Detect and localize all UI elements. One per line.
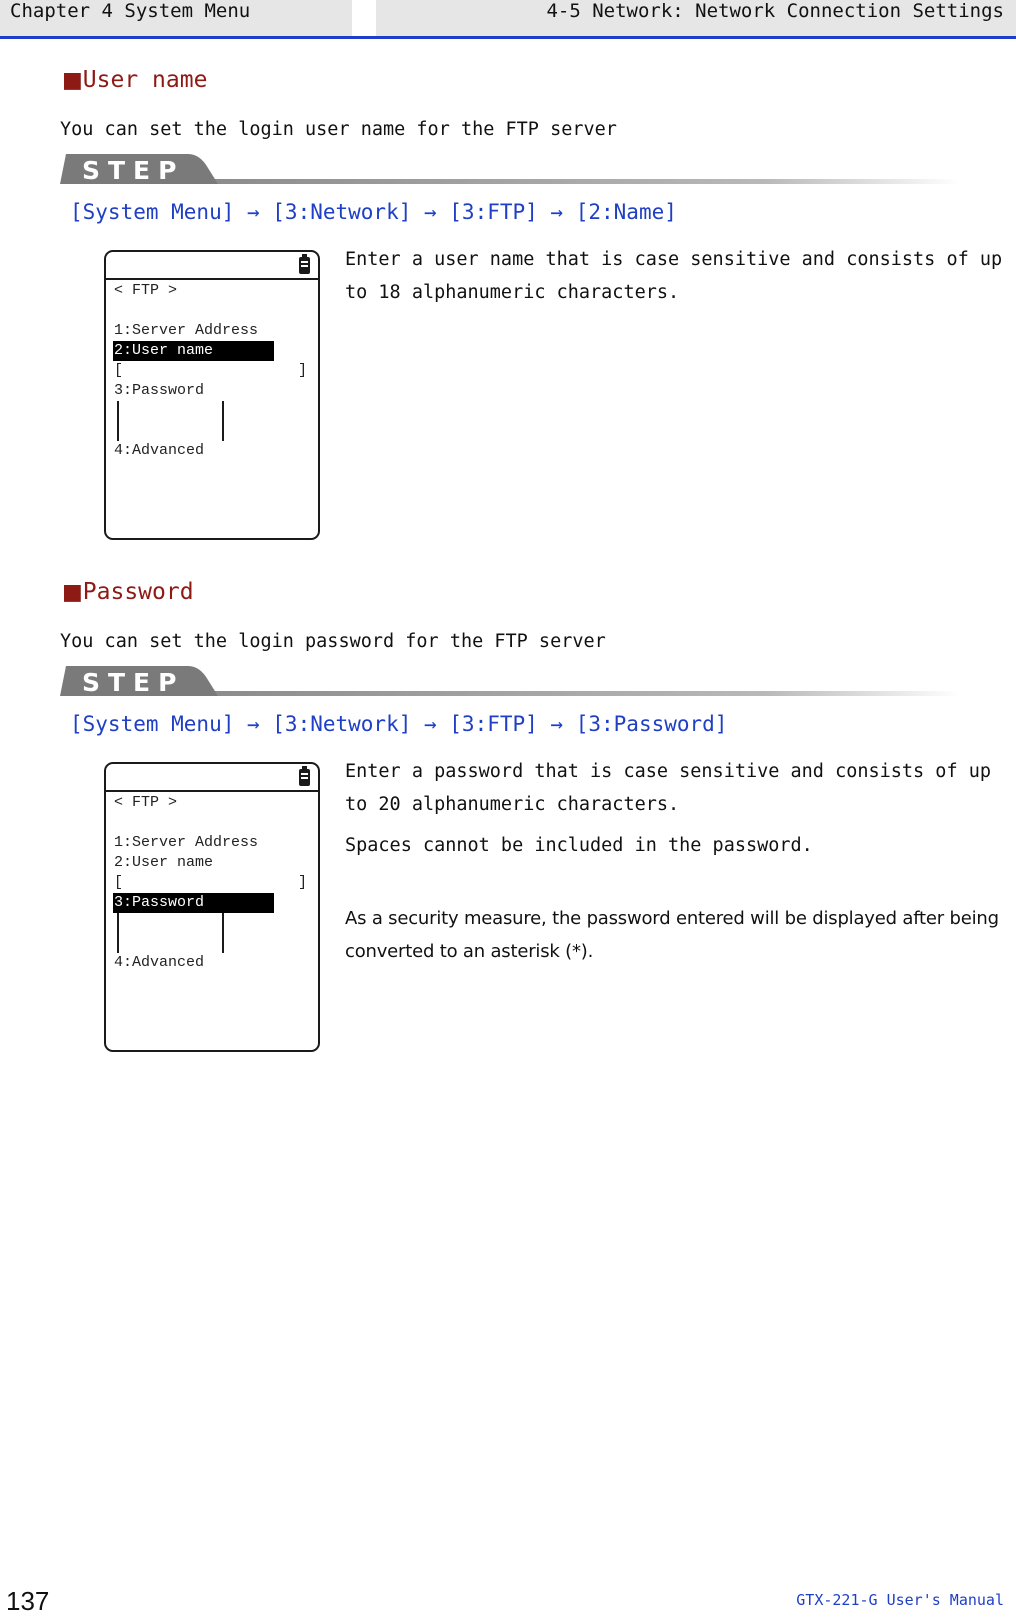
device-screen bbox=[104, 762, 320, 1052]
step-rule bbox=[190, 179, 960, 184]
section-intro: You can set the login password for the FTP server bbox=[60, 631, 606, 652]
section-description bbox=[345, 243, 1005, 309]
description-paragraph: Enter a user name that is case sensitive and consists of up to 18 alphanumeric characters. bbox=[345, 249, 1003, 303]
input-bracket-close: ] bbox=[298, 362, 308, 379]
section-intro: You can set the login user name for the FTP server bbox=[60, 119, 617, 140]
battery-icon bbox=[299, 769, 310, 786]
description-paragraph: Spaces cannot be included in the password. bbox=[345, 835, 813, 856]
step-banner bbox=[60, 666, 960, 698]
chapter-title: Chapter 4 System Menu bbox=[0, 0, 352, 36]
page-number: 137 bbox=[6, 1586, 50, 1616]
square-bullet-icon: ■ bbox=[62, 68, 83, 93]
section-title-header: 4-5 Network: Network Connection Settings bbox=[376, 0, 1016, 36]
menu-item-password: 3:Password bbox=[114, 382, 205, 399]
step-banner bbox=[60, 154, 960, 186]
step-rule bbox=[190, 691, 960, 696]
input-box-right-edge bbox=[222, 913, 224, 953]
input-bracket-close: ] bbox=[298, 874, 308, 891]
manual-title: GTX-221-G User's Manual bbox=[796, 1591, 1004, 1609]
input-box-right-edge bbox=[222, 401, 224, 441]
input-box-left-edge bbox=[117, 913, 119, 953]
step-badge-label: STEP bbox=[82, 156, 185, 185]
screen-title: < FTP > bbox=[114, 282, 178, 299]
menu-item-advanced: 4:Advanced bbox=[114, 442, 205, 459]
step-badge-label: STEP bbox=[82, 668, 185, 697]
battery-icon bbox=[299, 257, 310, 274]
menu-item-server-address: 1:Server Address bbox=[114, 834, 259, 851]
description-paragraph: Enter a password that is case sensitive and consists of up to 20 alphanumeric characters. bbox=[345, 761, 992, 815]
status-bar-divider bbox=[106, 278, 318, 280]
menu-item-user-name: 2:User name bbox=[114, 854, 214, 871]
screen-title: < FTP > bbox=[114, 794, 178, 811]
page-header bbox=[0, 0, 1016, 38]
input-box-left-edge bbox=[117, 401, 119, 441]
menu-item-user-name-selected: 2:User name bbox=[113, 341, 274, 361]
section-description bbox=[345, 755, 1005, 968]
menu-item-server-address: 1:Server Address bbox=[114, 322, 259, 339]
square-bullet-icon: ■ bbox=[62, 580, 83, 605]
security-note: As a security measure, the password entered will be displayed after being converted to an asterisk (*). bbox=[345, 908, 999, 962]
menu-item-password-selected: 3:Password bbox=[113, 893, 274, 913]
header-rule bbox=[0, 36, 1016, 39]
input-bracket-open: [ bbox=[114, 362, 124, 379]
input-bracket-open: [ bbox=[114, 874, 124, 891]
device-screen bbox=[104, 250, 320, 540]
section-heading-password: ■Password bbox=[62, 579, 194, 605]
status-bar-divider bbox=[106, 790, 318, 792]
section-heading-user-name: ■User name bbox=[62, 67, 208, 93]
breadcrumb: [System Menu] → [3:Network] → [3:FTP] → [2:Name] bbox=[70, 200, 677, 224]
breadcrumb: [System Menu] → [3:Network] → [3:FTP] → [3:Password] bbox=[70, 712, 728, 736]
menu-item-advanced: 4:Advanced bbox=[114, 954, 205, 971]
